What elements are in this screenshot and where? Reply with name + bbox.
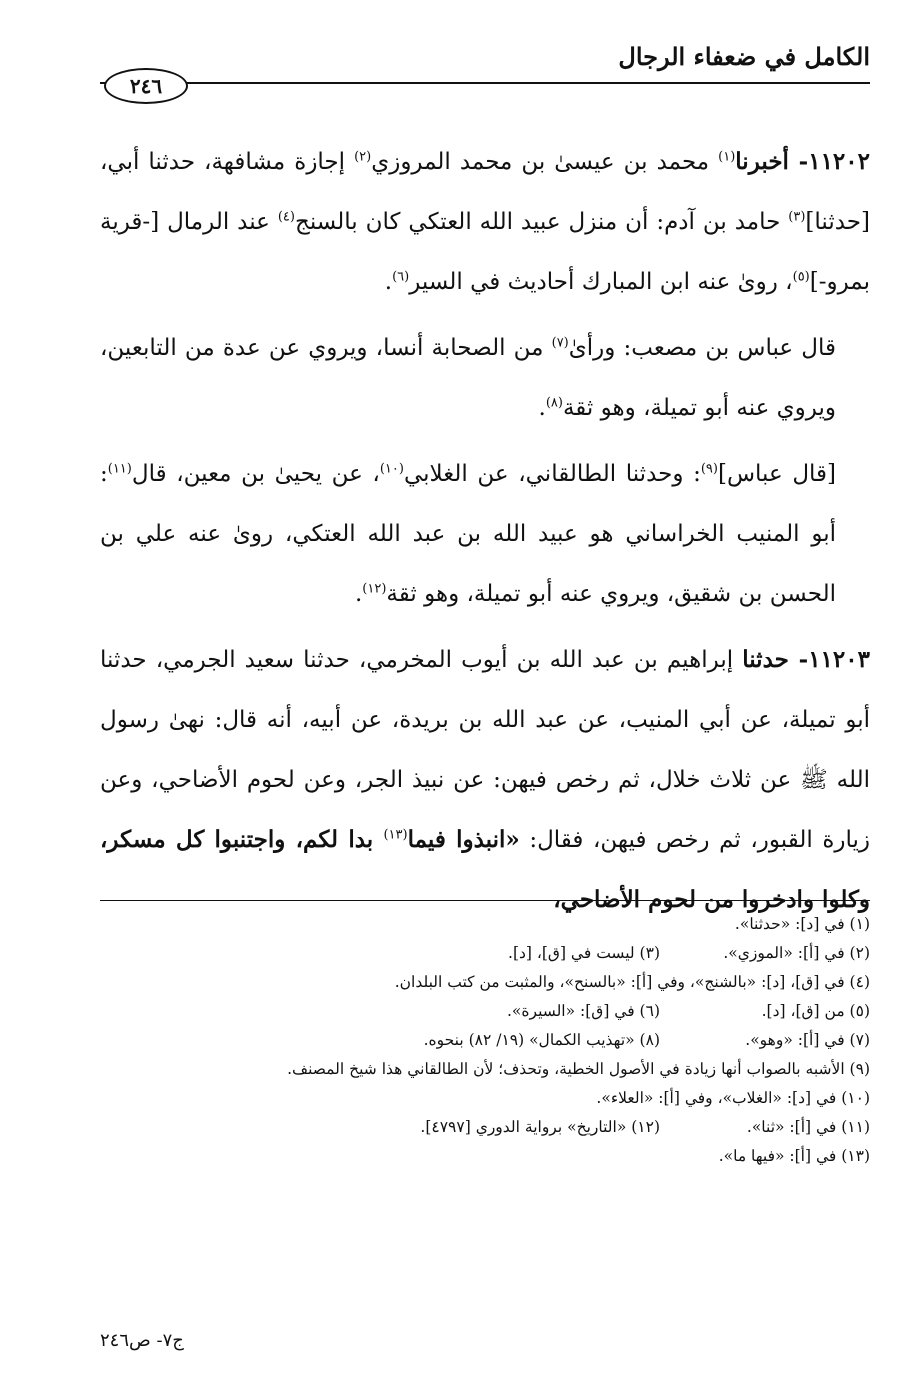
text-segment: حامد بن آدم: أن منزل عبيد الله العتكي كان بالسنج bbox=[294, 209, 789, 235]
footnote-ref-12: (١٢) bbox=[362, 581, 387, 597]
footnote-4: (٤) في [ق]، [د]: «بالشنج»، وفي [أ]: «بالسنح»، والمثبت من كتب البلدان. bbox=[394, 973, 870, 991]
footnote-line bbox=[100, 968, 870, 997]
footnote-line bbox=[100, 939, 870, 968]
footnote-ref-2: (٢) bbox=[354, 149, 372, 165]
footnote-line bbox=[100, 1026, 870, 1055]
main-text bbox=[100, 132, 870, 930]
footnote-7: (٧) في [أ]: «وهو». bbox=[745, 1031, 870, 1049]
footnote-ref-9: (٩) bbox=[700, 461, 718, 477]
footnote-1: (١) في [د]: «حدثنا». bbox=[734, 915, 870, 933]
footnotes bbox=[100, 910, 870, 1171]
text-segment: قال عباس بن مصعب: ورأىٰ bbox=[568, 335, 837, 361]
hadith-number: ١١٢٠٣- bbox=[788, 646, 870, 673]
footnote-line bbox=[100, 997, 870, 1026]
paragraph-abbas bbox=[100, 318, 870, 438]
text-segment: إبراهيم بن عبد الله بن أيوب المخرمي، حدثنا سعيد الجرمي، حدثنا أبو تميلة، عن أبي المنيب، عن عبد الله بن بريدة، عن أبيه، أنه قال: نهىٰ رسول الله ﷺ عن ثلاث خلال، ثم رخص فيهن: عن نبيذ الجر، وعن لحوم الأضاحي، وعن زيارة القبور، ثم رخص فيهن، فقال: bbox=[100, 647, 870, 853]
header-rule bbox=[100, 82, 870, 84]
footnote-line bbox=[100, 1055, 870, 1084]
footnote-ref-8: (٨) bbox=[545, 395, 563, 411]
paragraph-abbas-2 bbox=[100, 444, 870, 624]
footnote-ref-7: (٧) bbox=[551, 335, 569, 351]
paragraph-11203 bbox=[100, 630, 870, 930]
footnote-3: (٣) ليست في [ق]، [د]. bbox=[508, 944, 660, 962]
footnote-2: (٢) في [أ]: «الموزي». bbox=[723, 944, 870, 962]
hadith-number: ١١٢٠٢- bbox=[788, 148, 870, 175]
footnote-9: (٩) الأشبه بالصواب أنها زيادة في الأصول الخطية، وتحذف؛ لأن الطالقاني هذا شيخ المصنف. bbox=[287, 1060, 870, 1078]
volume-page-reference: ج٧- ص٢٤٦ bbox=[100, 1330, 184, 1351]
footnote-ref-4: (٤) bbox=[277, 209, 295, 225]
text-segment: . bbox=[384, 269, 393, 295]
footnote-ref-1: (١) bbox=[718, 149, 736, 165]
text-segment: ، روىٰ عنه ابن المبارك أحاديث في السير bbox=[409, 269, 793, 295]
running-header-title: الكامل في ضعفاء الرجال bbox=[618, 42, 870, 71]
text-segment: . bbox=[538, 395, 546, 421]
text-segment: : أبو المنيب الخراساني هو عبيد الله بن عبد الله العتكي، روىٰ عنه علي بن الحسن بن شقيق، ويروي عنه أبو تميلة، وهو ثقة bbox=[100, 461, 836, 607]
footnote-10: (١٠) في [د]: «الغلاب»، وفي [أ]: «العلاء». bbox=[596, 1089, 870, 1107]
page-number-badge: ٢٤٦ bbox=[104, 68, 188, 104]
prophetic-quote: «انبذوا فيما bbox=[407, 826, 520, 853]
footnote-line bbox=[100, 1084, 870, 1113]
footnote-8: (٨) «تهذيب الكمال» (١٩/ ٨٢) بنحوه. bbox=[423, 1031, 660, 1049]
footnote-5: (٥) من [ق]، [د]. bbox=[761, 1002, 870, 1020]
text-segment: إجازة مشافهة، حدثنا أبي، [حدثنا] bbox=[100, 149, 870, 235]
footnote-line bbox=[100, 1142, 870, 1171]
footnote-11: (١١) في [أ]: «ثنا». bbox=[746, 1118, 870, 1136]
hadith-lead: أخبرنا bbox=[735, 148, 789, 175]
hadith-lead: حدثنا bbox=[742, 646, 789, 673]
footnote-line bbox=[100, 910, 870, 939]
text-segment: ، عن يحيىٰ بن معين، قال bbox=[131, 461, 380, 487]
footnote-rule bbox=[100, 900, 870, 901]
text-segment: محمد بن عيسىٰ بن محمد المروزي bbox=[371, 149, 710, 175]
footnote-12: (١٢) «التاريخ» برواية الدوري [٤٧٩٧]. bbox=[420, 1118, 660, 1136]
prophetic-quote: بدا لكم، واجتنبوا كل مسكر، وكلوا وادخروا من لحوم الأضاحي، bbox=[100, 826, 870, 913]
footnote-ref-6: (٦) bbox=[392, 269, 410, 285]
footnote-line bbox=[100, 1113, 870, 1142]
text-segment: عند الرمال [-قرية بمرو-] bbox=[100, 209, 870, 295]
footnote-ref-11: (١١) bbox=[107, 461, 132, 477]
text-segment: : وحدثنا الطالقاني، عن الغلابي bbox=[403, 461, 701, 487]
paragraph-11202 bbox=[100, 132, 870, 312]
footnote-ref-13: (١٣) bbox=[383, 827, 408, 843]
text-segment: . bbox=[354, 581, 363, 607]
footnote-6: (٦) في [ق]: «السيرة». bbox=[507, 1002, 660, 1020]
footnote-13: (١٣) في [أ]: «فيها ما». bbox=[718, 1147, 870, 1165]
footnote-ref-3: (٣) bbox=[788, 209, 806, 225]
footnote-ref-5: (٥) bbox=[792, 269, 810, 285]
text-segment: [قال عباس] bbox=[717, 461, 836, 487]
footnote-ref-10: (١٠) bbox=[379, 461, 404, 477]
text-segment: من الصحابة أنسا، ويروي عن عدة من التابعين، ويروي عنه أبو تميلة، وهو ثقة bbox=[100, 335, 836, 421]
